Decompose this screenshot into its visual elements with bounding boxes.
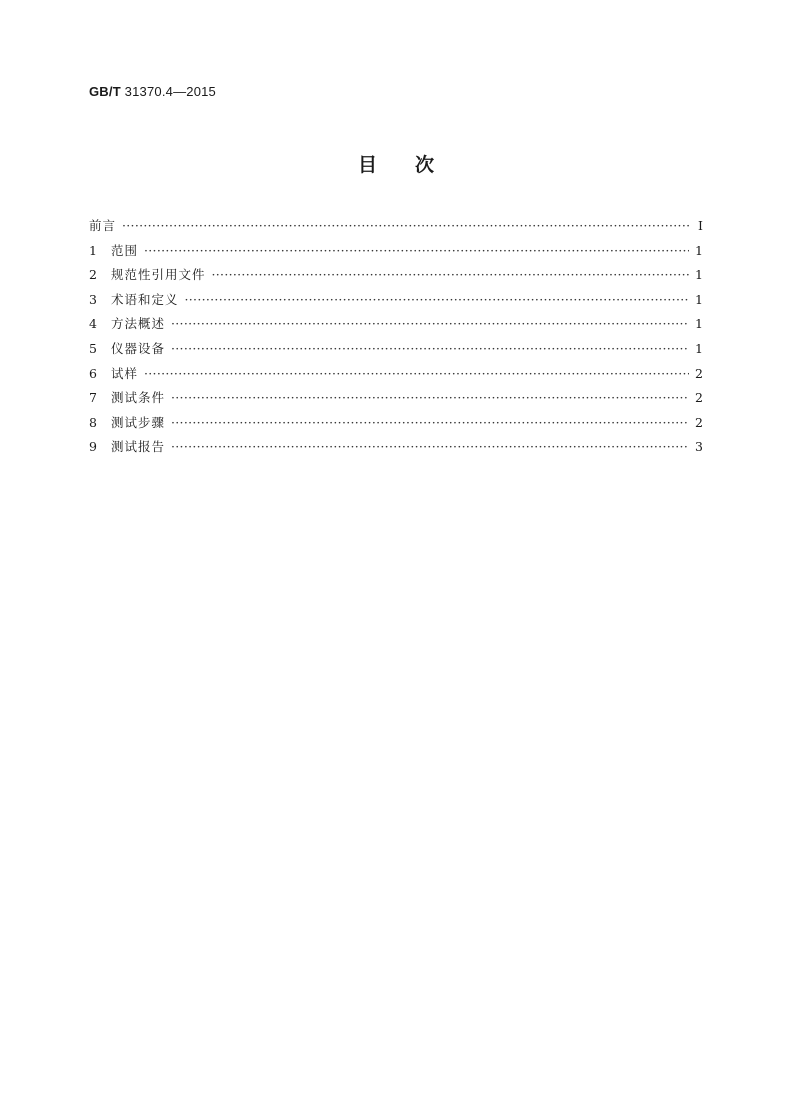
toc-entry-label: 测试条件 xyxy=(111,390,166,406)
toc-entry-number: 7 xyxy=(89,390,97,406)
toc-entry-label: 测试步骤 xyxy=(111,414,166,430)
toc-entry-page: 2 xyxy=(695,390,703,406)
toc-entry-number: 4 xyxy=(89,316,97,332)
toc-entry-apparatus[interactable] xyxy=(89,339,703,364)
standard-number: 31370.4—2015 xyxy=(124,84,216,99)
toc-entry-test-report[interactable] xyxy=(89,437,703,462)
toc-entry-page: 2 xyxy=(695,365,703,381)
toc-entry-specimen[interactable] xyxy=(89,364,703,389)
toc-entry-label: 测试报告 xyxy=(111,439,166,455)
toc-entry-page: 1 xyxy=(695,316,703,332)
toc-entry-test-conditions[interactable] xyxy=(89,388,703,413)
toc-entry-method-overview[interactable] xyxy=(89,314,703,339)
toc-entry-number: 9 xyxy=(89,439,97,455)
toc-leader-dots xyxy=(122,218,689,233)
toc-entry-label: 仪器设备 xyxy=(111,340,166,356)
standard-prefix: GB/T xyxy=(89,84,121,99)
toc-leader-dots xyxy=(171,439,689,454)
toc-entry-number: 2 xyxy=(89,267,97,283)
toc-entry-number: 6 xyxy=(89,365,97,381)
toc-entry-label: 试样 xyxy=(111,365,139,381)
standard-code xyxy=(89,84,216,99)
toc-entry-page: I xyxy=(698,218,703,233)
toc-entry-label: 规范性引用文件 xyxy=(111,267,206,283)
toc-entry-normative-references[interactable] xyxy=(89,265,703,290)
toc-leader-dots xyxy=(171,341,689,356)
toc-entry-label: 前言 xyxy=(89,218,117,233)
toc-entry-page: 1 xyxy=(695,267,703,283)
toc-entry-label: 范围 xyxy=(111,242,139,258)
toc-leader-dots xyxy=(144,243,689,258)
toc-leader-dots xyxy=(171,390,689,405)
toc-entry-scope[interactable] xyxy=(89,241,703,266)
toc-title: 目次 xyxy=(357,154,472,176)
toc-entry-foreword[interactable] xyxy=(89,216,703,241)
toc-leader-dots xyxy=(171,316,689,331)
toc-entry-page: 3 xyxy=(695,439,703,455)
toc-entry-label: 方法概述 xyxy=(111,316,166,332)
toc-leader-dots xyxy=(212,267,689,282)
toc-entry-test-procedure[interactable] xyxy=(89,413,703,438)
toc-entry-number: 5 xyxy=(89,340,97,356)
toc-entry-number: 1 xyxy=(89,242,97,258)
toc-leader-dots xyxy=(171,415,689,430)
toc-entry-terms-definitions[interactable] xyxy=(89,290,703,315)
toc-entry-page: 1 xyxy=(695,291,703,307)
toc-entry-page: 1 xyxy=(695,242,703,258)
toc-leader-dots xyxy=(185,292,689,307)
toc-entry-number: 8 xyxy=(89,414,97,430)
toc-entry-page: 2 xyxy=(695,414,703,430)
table-of-contents xyxy=(89,216,703,462)
toc-entry-page: 1 xyxy=(695,340,703,356)
toc-entry-number: 3 xyxy=(89,291,97,307)
toc-leader-dots xyxy=(144,366,689,381)
toc-entry-label: 术语和定义 xyxy=(111,291,179,307)
